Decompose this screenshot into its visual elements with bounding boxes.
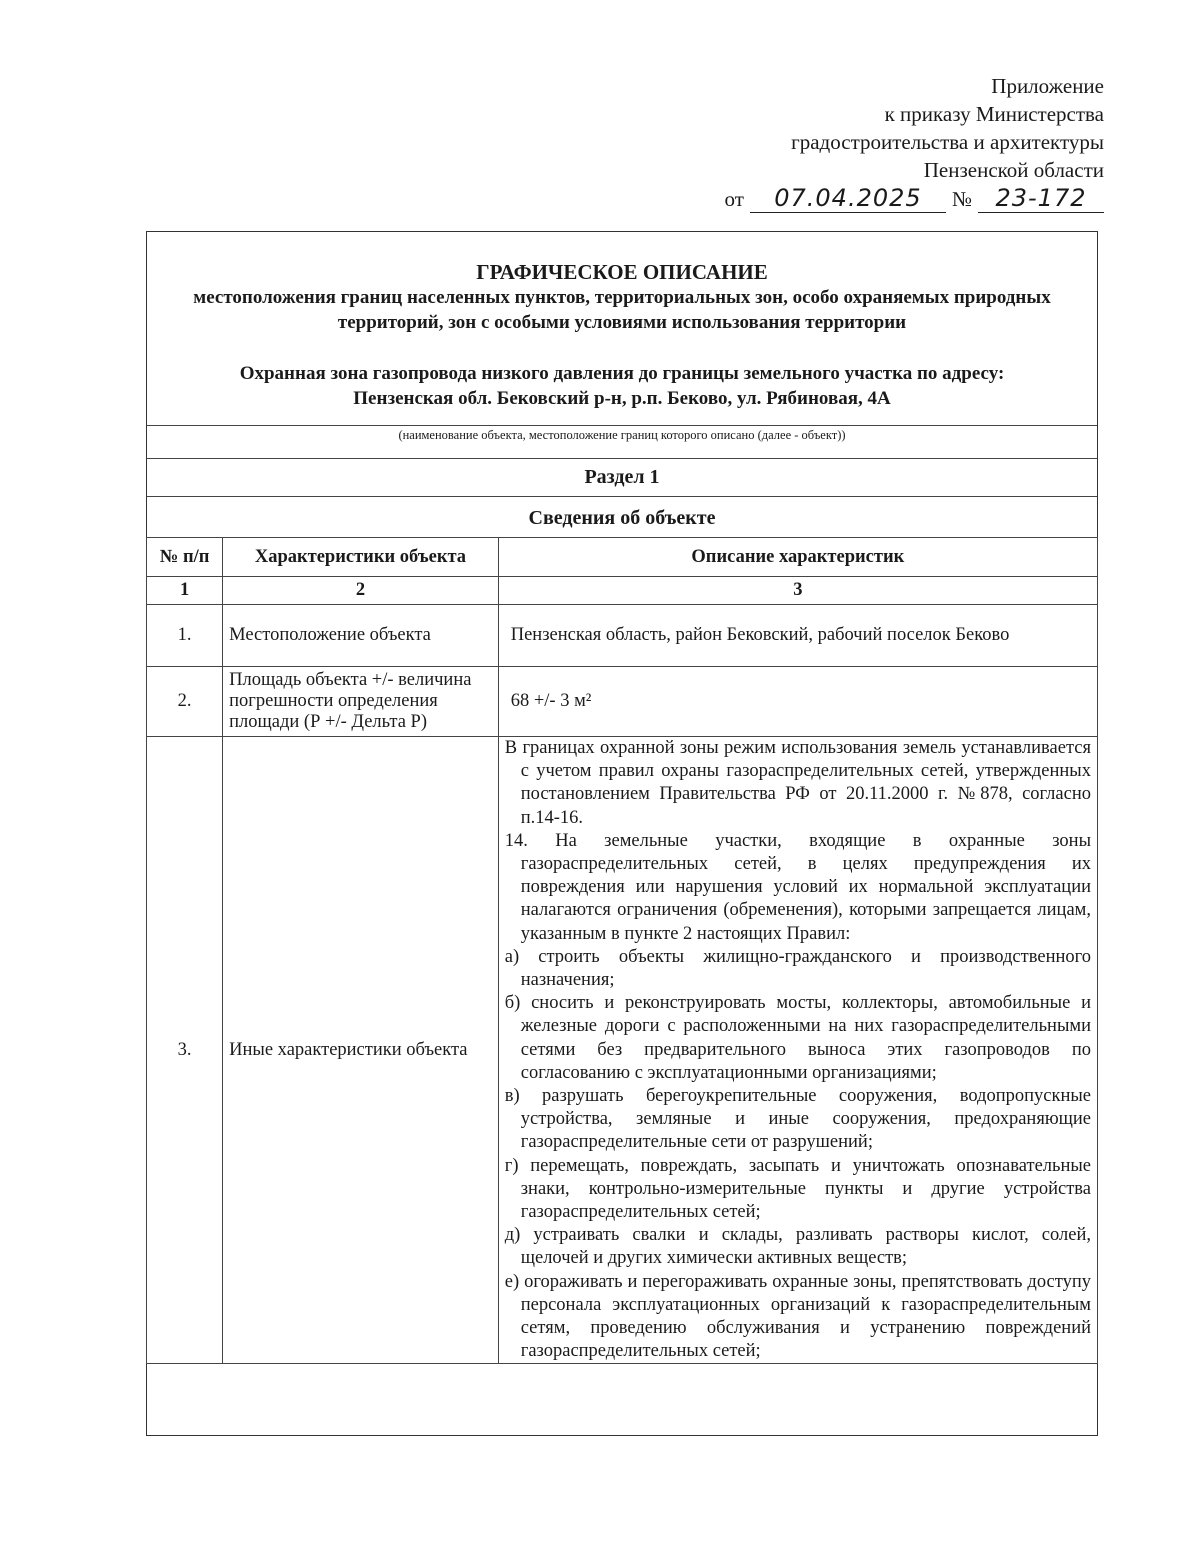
row-number: 2. [147, 667, 223, 737]
paragraph: б) сносить и реконструировать мосты, коллекторы, автомобильные и железные дороги с расположенными на них газораспределительными сетями без предварительного выноса этих газопроводов по согласованию с эксплуатационными организациями; [504, 993, 1091, 1083]
column-number: 1 [147, 577, 223, 605]
order-reference [584, 72, 1104, 213]
paragraph: е) огораживать и перегораживать охранные зоны, препятствовать доступу персонала эксплуатационных организаций к газораспределительным сетям, проведению обслуживания и устранению повреждений газораспределительных сетей; [504, 1271, 1091, 1362]
characteristic-value: Пензенская область, район Бековский, рабочий поселок Беково [498, 605, 1097, 667]
characteristic-name: Иные характеристики объекта [223, 737, 499, 1364]
paragraph: д) устраивать свалки и склады, разливать растворы кислот, солей, щелочей и других химически активных веществ; [504, 1225, 1091, 1269]
column-number: 2 [223, 577, 499, 605]
order-date-number [584, 184, 1104, 213]
document-subtitle: местоположения границ населенных пунктов, территориальных зон, особо охраняемых природных территорий, зон с особыми условиями использования территории [193, 287, 1051, 333]
paragraph: В границах охранной зоны режим использования земель устанавливается с учетом правил охраны газораспределительных сетей, утвержденных постановлением Правительства РФ от 20.11.2000 г. №878, согласно п.14-16. [504, 738, 1091, 828]
order-number: 23-172 [978, 184, 1104, 213]
paragraph: а) строить объекты жилищно-гражданского и производственного назначения; [504, 946, 1091, 991]
ministry-name-line: градостроительства и архитектуры [791, 130, 1104, 154]
characteristic-name: Площадь объекта +/- величина погрешности определения площади (Р +/- Дельта Р) [223, 667, 499, 737]
description-form [146, 231, 1098, 1436]
column-number-row [147, 577, 1098, 605]
characteristic-value: 68 +/- 3 м² [498, 667, 1097, 737]
object-name-underline [147, 425, 1097, 426]
title-block [147, 232, 1097, 411]
appendix-label: Приложение [991, 74, 1104, 98]
number-prefix: № [951, 187, 972, 211]
section-heading: Раздел 1 [584, 466, 660, 488]
object-info-table [146, 537, 1098, 1364]
section-divider [147, 458, 1097, 459]
section-title: Сведения об объекте [528, 507, 716, 529]
object-caption: (наименование объекта, местоположение границ которого описано (далее - объект)) [398, 428, 846, 442]
object-name-line1: Охранная зона газопровода низкого давления до границы земельного участка по адресу: [239, 363, 1005, 384]
table-header-row [147, 538, 1098, 577]
section-title-divider [147, 496, 1097, 497]
characteristic-value [498, 737, 1097, 1364]
table-row [147, 737, 1098, 1364]
document-title: ГРАФИЧЕСКОЕ ОПИСАНИЕ [476, 260, 768, 284]
order-ministry-line: к приказу Министерства [884, 102, 1104, 126]
column-number: 3 [498, 577, 1097, 605]
characteristic-name: Местоположение объекта [223, 605, 499, 667]
date-prefix: от [724, 187, 744, 211]
table-row [147, 667, 1098, 737]
region-line: Пензенской области [923, 158, 1104, 182]
row-number: 3. [147, 737, 223, 1364]
header-description: Описание характеристик [498, 538, 1097, 577]
row-number: 1. [147, 605, 223, 667]
object-name-line2: Пензенская обл. Бековский р-н, р.п. Беково, ул. Рябиновая, 4А [353, 388, 891, 409]
paragraph: 14. На земельные участки, входящие в охранные зоны газораспределительных сетей, в целях предупреждения их повреждения или нарушения условий их нормальной эксплуатации налагаются ограничения (обременения), которыми запрещается лицам, указанным в пункте 2 настоящих Правил: [504, 830, 1091, 944]
object-name [147, 361, 1097, 411]
order-date: 07.04.2025 [750, 184, 946, 213]
header-number: № п/п [147, 538, 223, 577]
paragraph: г) перемещать, повреждать, засыпать и уничтожать опознавательные знаки, контрольно-измерительные пункты и другие устройства газораспределительных сетей; [504, 1155, 1091, 1223]
paragraph: в) разрушать берегоукрепительные сооружения, водопропускные устройства, земляные и иные сооружения, предохраняющие газораспределительные сети от разрушений; [504, 1086, 1091, 1153]
header-characteristic: Характеристики объекта [223, 538, 499, 577]
table-row [147, 605, 1098, 667]
